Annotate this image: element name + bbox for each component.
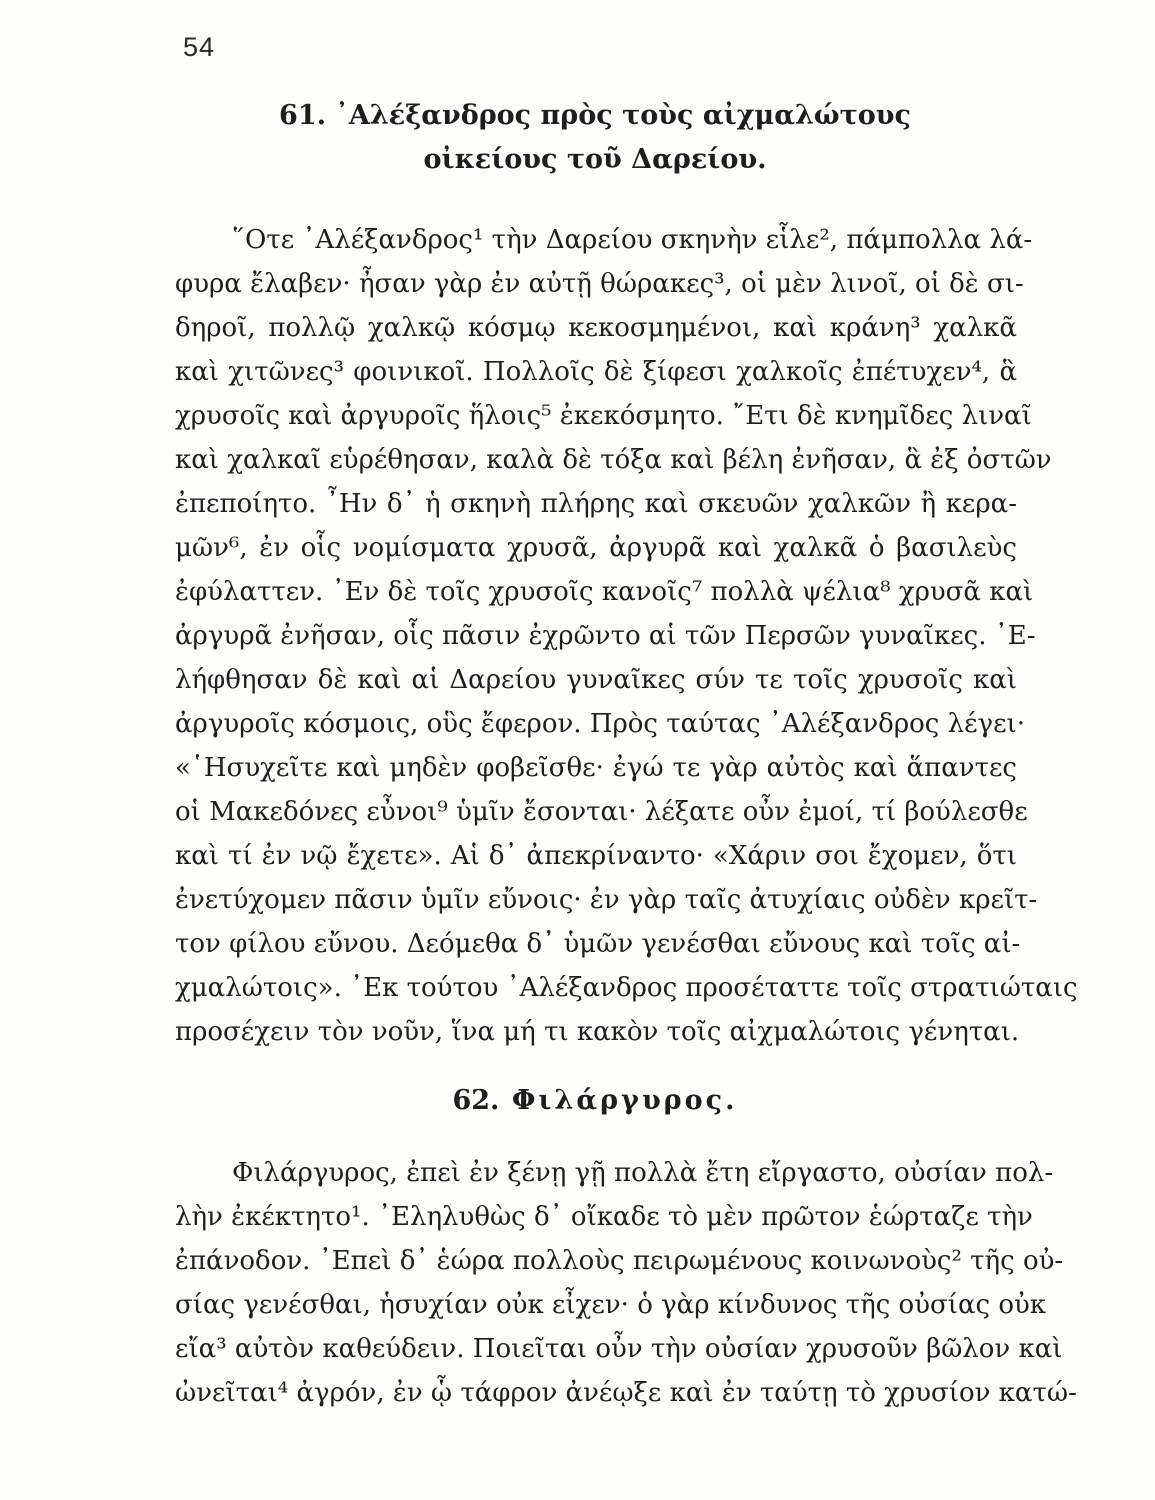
section-61-title-line-2: οἰκείους τοῦ Δαρείου.	[423, 144, 767, 175]
text-line: ἐπεποίητο. ῏Ην δ᾿ ἡ σκηνὴ πλήρης καὶ σκευῶν χαλκῶν ἢ κερα-	[175, 489, 1017, 519]
text-line: καὶ χαλκαῖ εὑρέθησαν, καλὰ δὲ τόξα καὶ βέλη ἐνῆσαν, ἃ ἐξ ὀστῶν	[175, 445, 1052, 475]
text-line: ἀργυροῖς κόσμοις, οὓς ἔφερον. Πρὸς ταύτας ᾿Αλέξανδρος λέγει·	[175, 709, 1026, 739]
text-line: προσέχειν τὸν νοῦν, ἵνα μή τι κακὸν τοῖς αἰχμαλώτοις γένηται.	[175, 1017, 1020, 1047]
text-line: χρυσοῖς καὶ ἀργυροῖς ἥλοις⁵ ἐκεκόσμητο. ῎Ετι δὲ κνημῖδες λιναῖ	[175, 401, 1032, 431]
text-line: «῾Ησυχεῖτε καὶ μηδὲν φοβεῖσθε· ἐγώ τε γὰρ αὐτὸς καὶ ἅπαντες	[175, 753, 1017, 783]
text-line: δηροῖ, πολλῷ χαλκῷ κόσμῳ κεκοσμημένοι, καὶ κράνη³ χαλκᾶ	[175, 313, 1017, 343]
text-line: καὶ χιτῶνες³ φοινικοῖ. Πολλοῖς δὲ ξίφεσι χαλκοῖς ἐπέτυχεν⁴, ἃ	[175, 357, 1017, 387]
text-line: εἴα³ αὐτὸν καθεύδειν. Ποιεῖται οὖν τὴν οὐσίαν χρυσοῦν βῶλον καὶ	[175, 1334, 1063, 1364]
text-line: ῞Οτε ᾿Αλέξανδρος¹ τὴν Δαρείου σκηνὴν εἷλε², πάμπολλα λά-	[232, 225, 1033, 255]
text-line: σίας γενέσθαι, ἡσυχίαν οὐκ εἶχεν· ὁ γὰρ κίνδυνος τῆς οὐσίας οὐκ	[175, 1290, 1047, 1320]
text-line: ἐφύλαττεν. ᾿Εν δὲ τοῖς χρυσοῖς κανοῖς⁷ πολλὰ ψέλια⁸ χρυσᾶ καὶ	[175, 577, 1034, 607]
text-line: οἱ Μακεδόνες εὖνοι⁹ ὑμῖν ἔσονται· λέξατε οὖν ἐμοί, τί βούλεσθε	[175, 797, 1028, 827]
section-61-title-line-1: 61. ᾿Αλέξανδρος πρὸς τοὺς αἰχμαλώτους	[279, 100, 911, 131]
text-line: λὴν ἐκέκτητο¹. ᾿Εληλυθὼς δ᾿ οἴκαδε τὸ μὲν πρῶτον ἑώρταζε τὴν	[175, 1202, 1033, 1232]
text-line: λήφθησαν δὲ καὶ αἱ Δαρείου γυναῖκες σύν τε τοῖς χρυσοῖς καὶ	[175, 665, 1017, 695]
text-line: Φιλάργυρος, ἐπεὶ ἐν ξένῃ γῇ πολλὰ ἔτη εἴργαστο, οὐσίαν πολ-	[232, 1158, 1054, 1188]
page-number: 54	[183, 32, 216, 62]
section-62-word: Φιλάργυρος.	[511, 1085, 738, 1116]
section-62-title	[160, 1085, 1030, 1116]
text-line: μῶν⁶, ἐν οἷς νομίσματα χρυσᾶ, ἀργυρᾶ καὶ χαλκᾶ ὁ βασιλεὺς	[175, 533, 1017, 563]
section-62-number: 62.	[452, 1085, 500, 1116]
text-line: ἀργυρᾶ ἐνῆσαν, οἷς πᾶσιν ἐχρῶντο αἱ τῶν Περσῶν γυναῖκες. ᾿Ε-	[175, 621, 1036, 651]
text-line: τον φίλου εὔνου. Δεόμεθα δ᾿ ὑμῶν γενέσθαι εὔνους καὶ τοῖς αἰ-	[175, 929, 1021, 959]
text-line: χμαλώτοις». ᾿Εκ τούτου ᾿Αλέξανδρος προσέταττε τοῖς στρατιώταις	[175, 973, 1078, 1003]
text-line: ἐπάνοδον. ᾿Επεὶ δ᾿ ἑώρα πολλοὺς πειρωμένους κοινωνοὺς² τῆς οὐ-	[175, 1246, 1064, 1276]
text-line: φυρα ἔλαβεν· ἦσαν γὰρ ἐν αὐτῇ θώρακες³, οἱ μὲν λινοῖ, οἱ δὲ σι-	[175, 269, 1024, 299]
text-line: ἐνετύχομεν πᾶσιν ὑμῖν εὔνοις· ἐν γὰρ ταῖς ἀτυχίαις οὐδὲν κρεῖτ-	[175, 885, 1038, 915]
text-line: καὶ τί ἐν νῷ ἔχετε». Αἱ δ᾿ ἀπεκρίναντο· «Χάριν σοι ἔχομεν, ὅτι	[175, 841, 1017, 871]
text-line: ὠνεῖται⁴ ἀγρόν, ἐν ᾧ τάφρον ἀνέῳξε καὶ ἐν ταύτῃ τὸ χρυσίον κατώ-	[175, 1378, 1077, 1408]
